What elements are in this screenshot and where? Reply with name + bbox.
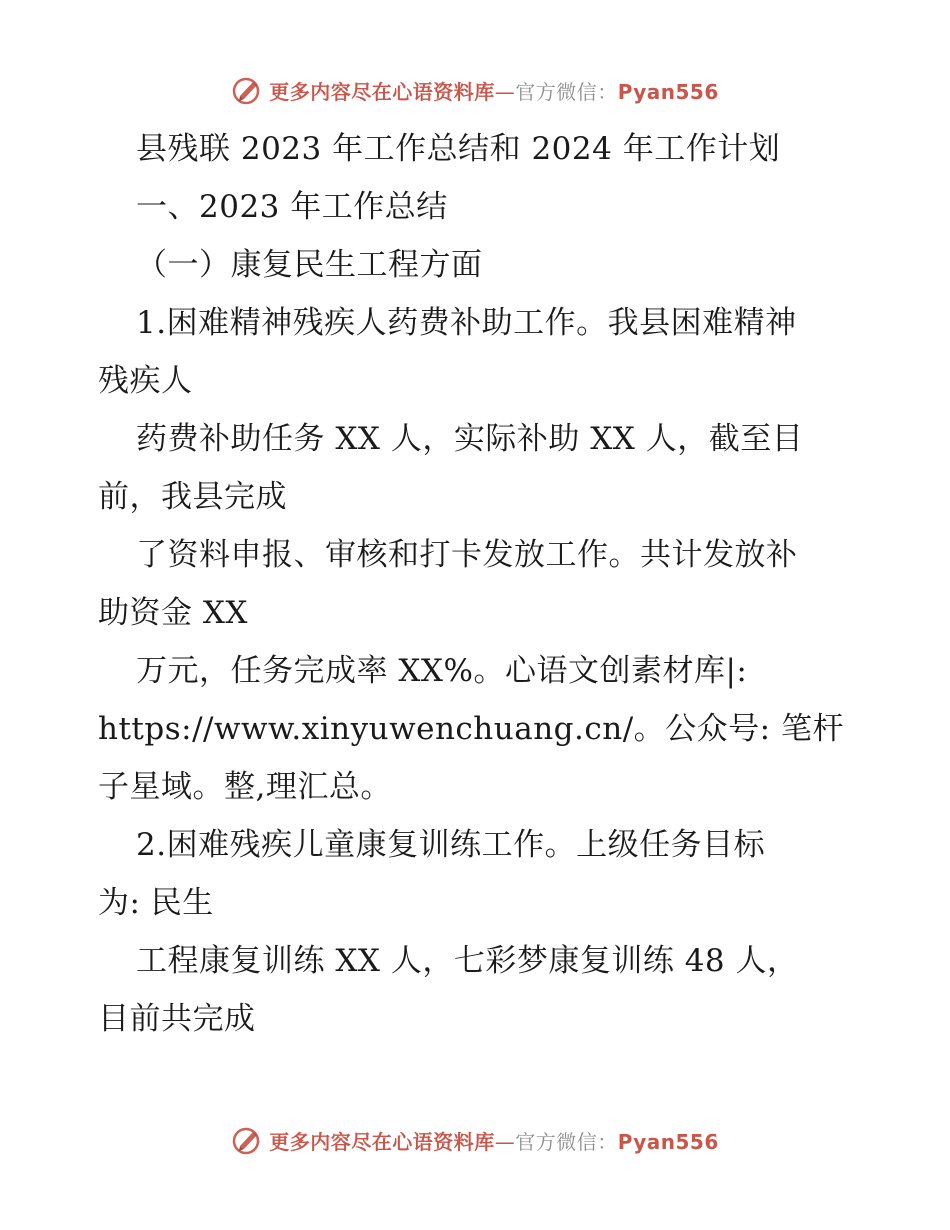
paragraph-line: 万元，任务完成率 XX%。心语文创素材库|: [136,653,748,689]
banner-text [269,1126,719,1155]
banner-separator: — [494,1129,516,1154]
doc-title: 县残联 2023 年工作总结和 2024 年工作计划 [136,131,781,167]
paragraph-line: 目前共完成 [98,1001,256,1037]
logo-icon [231,1124,263,1156]
banner-main-text: 更多内容尽在心语资料库 [269,1129,495,1154]
banner-main-text: 更多内容尽在心语资料库 [269,79,495,104]
document-body [98,120,858,1048]
paragraph-line: 了资料申报、审核和打卡发放工作。共计发放补 [136,537,798,573]
section-heading: 一、2023 年工作总结 [136,189,448,225]
banner-wechat-id: Pyan556 [617,79,719,104]
banner-wechat-id: Pyan556 [617,1129,719,1154]
subsection-heading: （一）康复民生工程方面 [136,247,483,283]
banner-wechat-label: 官方微信： [515,79,618,104]
paragraph-line: 2.困难残疾儿童康复训练工作。上级任务目标 [136,827,766,863]
logo-icon [231,74,263,106]
paragraph-line: 1.困难精神残疾人药费补助工作。我县困难精神 [136,305,797,341]
paragraph-line: 药费补助任务 XX 人，实际补助 XX 人，截至目 [136,421,804,457]
banner-text [269,76,719,105]
banner-wechat-label: 官方微信： [515,1129,618,1154]
banner-separator: — [494,79,516,104]
paragraph-line: 工程康复训练 XX 人，七彩梦康复训练 48 人， [136,943,799,979]
paragraph-line: 子星域。整,理汇总。 [98,769,392,805]
paragraph-line-url: https://www.xinyuwenchuang.cn/。公众号: 笔杆 [98,711,844,747]
paragraph-line: 残疾人 [98,363,193,399]
paragraph-line: 助资金 XX [98,595,248,631]
footer-banner [0,1120,950,1160]
paragraph-line: 为: 民生 [98,885,214,921]
header-banner [0,70,950,110]
paragraph-line: 前，我县完成 [98,479,287,515]
